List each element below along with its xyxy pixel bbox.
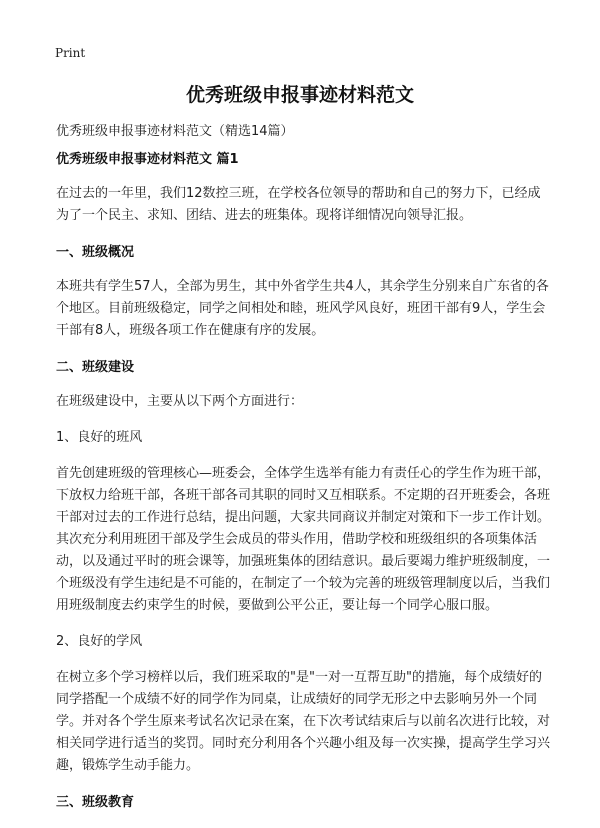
print-link[interactable]: Print — [55, 46, 86, 60]
document-content — [56, 148, 552, 815]
section-heading-overview: 一、班级概况 — [56, 245, 135, 260]
subsection-body-class-style: 首先创建班级的管理核心—班委会，全体学生选举有能力有责任心的学生作为班干部，下放权力给班干部，各班干部各司其职的同时又互相联系。不定期的召开班委会，各班干部对过去的工作进行总结，提出问题，大家共同商议并制定对策和下一步工作计划。其次充分利用班团干部及学生会成员的带头作用，借助学校和班级组织的各项集体活动，以及通过平时的班会课等，加强班集体的团结意识。最后要竭力维护班级制度，一个班级没有学生违纪是不可能的，在制定了一个较为完善的班级管理制度以后，当我们用班级制度去约束学生的时候，要做到公平公正，要让每一个同学心服口服。 — [56, 466, 551, 613]
section-heading-construction: 二、班级建设 — [56, 360, 135, 375]
section-intro-construction: 在班级建设中，主要从以下两个方面进行： — [56, 394, 304, 409]
section-heading-education: 三、班级教育 — [56, 795, 135, 810]
document-title: 优秀班级申报事迹材料范文 — [185, 84, 414, 106]
subsection-body-study-style: 在树立多个学习榜样以后，我们班采取的"是"一对一互帮互助"的措施，每个成绩好的同学搭配一个成绩不好的同学作为同桌，让成绩好的同学无形之中去影响另外一个同学。并对各个学生原来考试名次记录在案，在下次考试结束后与以前名次进行比较，对相关同学进行适当的奖罚。同时充分利用各个兴趣小组及每一次实操，提高学生学习兴趣，锻炼学生动手能力。 — [56, 670, 551, 773]
subsection-heading-class-style: 1、良好的班风 — [56, 430, 143, 445]
intro-paragraph: 在过去的一年里，我们12数控三班，在学校各位领导的帮助和自己的努力下，已经成为了一个民主、求知、团结、进去的班集体。现将详细情况向领导汇报。 — [56, 186, 541, 223]
document-subtitle: 优秀班级申报事迹材料范文（精选14篇） — [56, 124, 294, 139]
article-heading: 优秀班级申报事迹材料范文 篇1 — [56, 152, 239, 167]
subsection-heading-study-style: 2、良好的学风 — [56, 634, 143, 649]
section-body-overview: 本班共有学生57人，全部为男生，其中外省学生共4人，其余学生分别来自广东省的各个地区。目前班级稳定，同学之间相处和睦，班风学风良好，班团干部有9人，学生会干部有8人，班级各项工作在健康有序的发展。 — [56, 279, 549, 338]
